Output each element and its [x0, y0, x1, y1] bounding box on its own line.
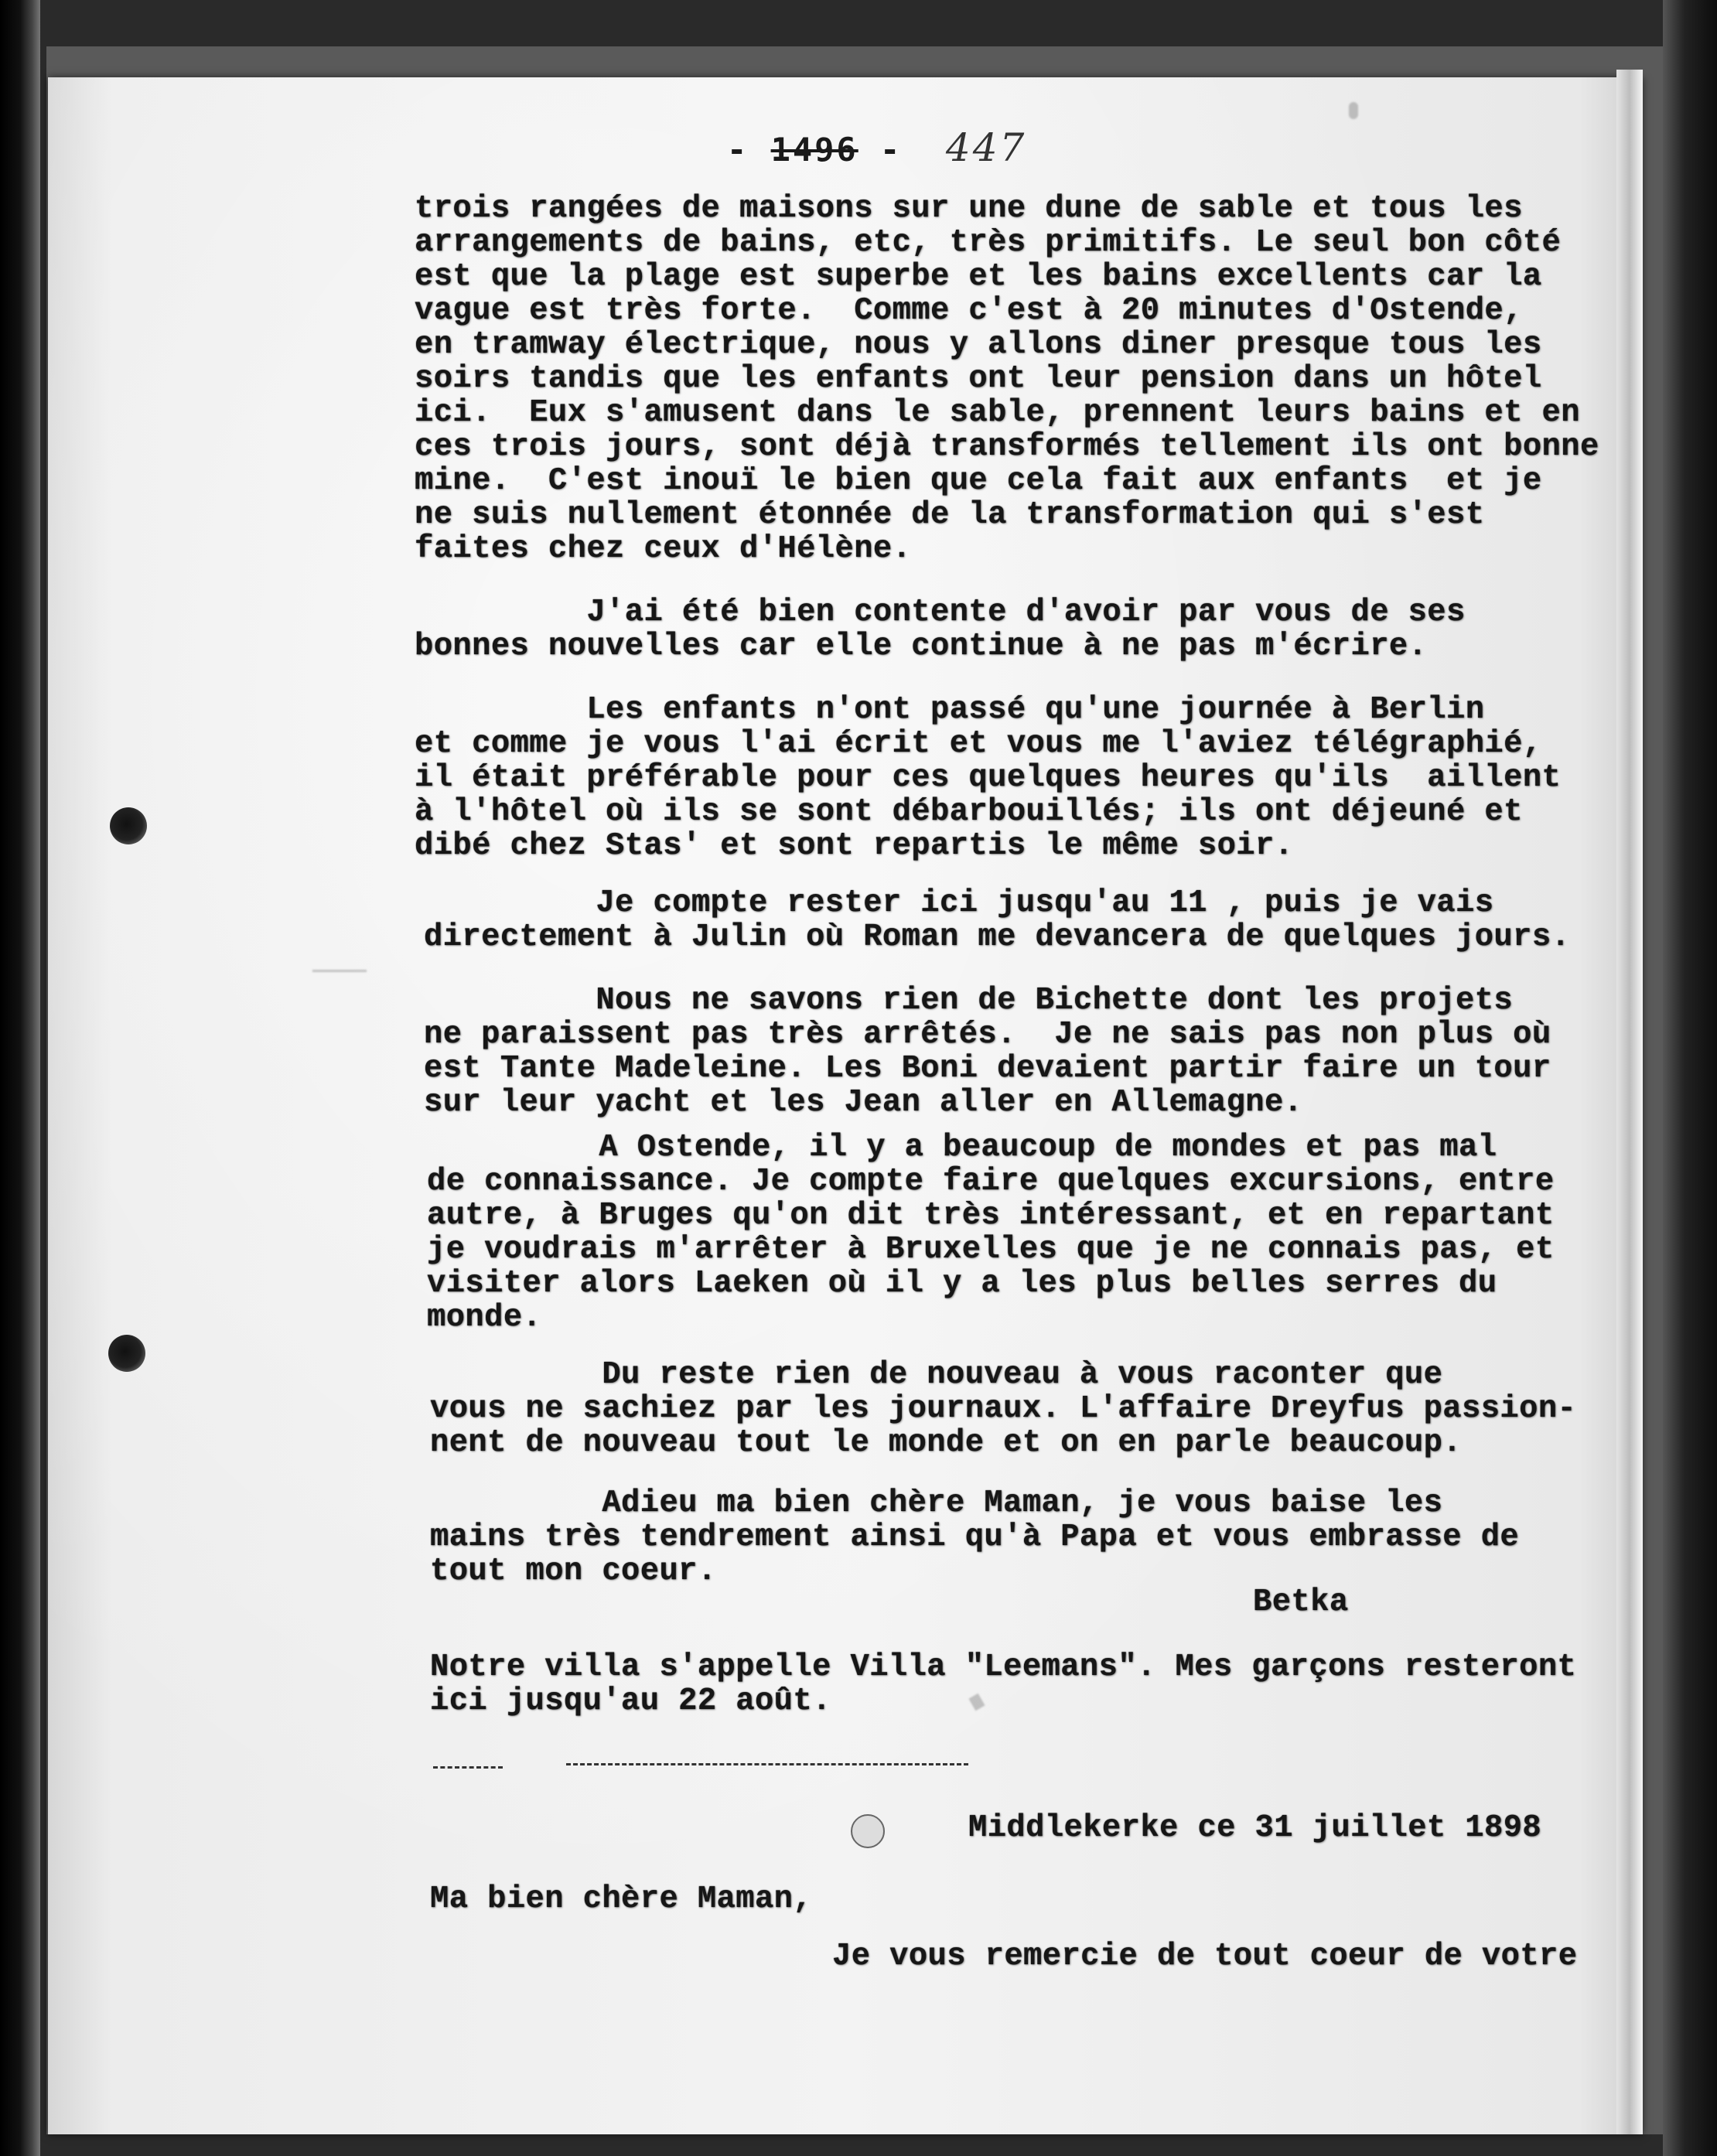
punch-hole-upper — [110, 807, 147, 844]
paper-stack-edge — [1616, 70, 1643, 2134]
text-line: de connaissance. Je compte faire quelques excursions, entre — [427, 1164, 1555, 1199]
text-line: visiter alors Laeken où il y a les plus belles serres du — [427, 1266, 1497, 1301]
text-line: vous ne sachiez par les journaux. L'affaire Dreyfus passion- — [430, 1391, 1577, 1427]
text-line: Notre villa s'appelle Villa "Leemans". Mes garçons resteront — [430, 1649, 1577, 1685]
page-number: - 1496 - 447 — [727, 125, 1027, 170]
text-line: est Tante Madeleine. Les Boni devaient partir faire un tour — [424, 1051, 1551, 1087]
text-line: ces trois jours, sont déjà transformés tellement ils ont bonne — [415, 429, 1599, 465]
binding-edge-left — [0, 0, 40, 2156]
text-line: autre, à Bruges qu'on dit très intéressant, et en repartant — [427, 1198, 1555, 1233]
margin-mark — [312, 970, 367, 972]
text-line: je voudrais m'arrêter à Bruxelles que je ne connais pas, et — [427, 1232, 1555, 1267]
text-line: Adieu ma bien chère Maman, je vous baise les — [430, 1486, 1443, 1521]
text-line: vague est très forte. Comme c'est à 20 minutes d'Ostende, — [415, 293, 1523, 329]
text-line: Du reste rien de nouveau à vous raconter que — [430, 1357, 1443, 1393]
punch-hole-lower — [108, 1335, 145, 1372]
text-line: Nous ne savons rien de Bichette dont les projets — [424, 983, 1514, 1018]
text-line: mains très tendrement ainsi qu'à Papa et vous embrasse de — [430, 1520, 1520, 1555]
text-line: ici jusqu'au 22 août. — [430, 1684, 831, 1719]
text-line: sur leur yacht et les Jean aller en Allemagne. — [424, 1085, 1303, 1121]
place-date: Middlekerke ce 31 juillet 1898 — [968, 1810, 1542, 1846]
text-line: à l'hôtel où ils se sont débarbouillés; ils ont déjeuné et — [415, 794, 1523, 830]
text-line: ne suis nullement étonnée de la transformation qui s'est — [415, 497, 1485, 533]
text-line: directement à Julin où Roman me devancera de quelques jours. — [424, 919, 1571, 955]
text-line: A Ostende, il y a beaucoup de mondes et pas mal — [427, 1130, 1497, 1165]
handwritten-page-number: 447 — [945, 125, 1027, 170]
text-line: faites chez ceux d'Hélène. — [415, 531, 912, 567]
text-line: monde. — [427, 1300, 542, 1336]
text-line: dibé chez Stas' et sont repartis le même soir. — [415, 828, 1294, 864]
salutation: Ma bien chère Maman, — [430, 1881, 813, 1917]
small-circle-mark — [851, 1814, 885, 1848]
text-line: ici. Eux s'amusent dans le sable, prennent leurs bains et en — [415, 395, 1580, 431]
ink-smudge-top — [1349, 102, 1358, 119]
text-line: soirs tandis que les enfants ont leur pension dans un hôtel — [415, 361, 1542, 397]
text-line: mine. C'est inouï le bien que cela fait aux enfants et je — [415, 463, 1542, 499]
text-line: il était préférable pour ces quelques heures qu'ils aillent — [415, 760, 1562, 796]
text-line: ne paraissent pas très arrêtés. Je ne sais pas non plus où — [424, 1017, 1551, 1052]
separator-rule-long — [566, 1763, 968, 1765]
text-line: bonnes nouvelles car elle continue à ne pas m'écrire. — [415, 629, 1428, 664]
text-line: nent de nouveau tout le monde et on en parle beaucoup. — [430, 1425, 1463, 1461]
text-line: et comme je vous l'ai écrit et vous me l'aviez télégraphié, — [415, 726, 1542, 762]
binding-edge-right — [1663, 0, 1717, 2156]
separator-rule-short — [433, 1766, 503, 1769]
text-line: est que la plage est superbe et les bains excellents car la — [415, 259, 1542, 295]
text-line: trois rangées de maisons sur une dune de sable et tous les — [415, 191, 1523, 227]
text-line: tout mon coeur. — [430, 1554, 717, 1589]
struck-page-number: 1496 — [770, 131, 858, 169]
text-line: Les enfants n'ont passé qu'une journée à Berlin — [415, 692, 1485, 728]
text-line: J'ai été bien contente d'avoir par vous de ses — [415, 595, 1466, 630]
text-line: en tramway électrique, nous y allons diner presque tous les — [415, 327, 1542, 363]
text-line: Je vous remercie de tout coeur de votre — [832, 1939, 1578, 1974]
signature: Betka — [1253, 1585, 1349, 1620]
text-line: arrangements de bains, etc, très primitifs. Le seul bon côté — [415, 225, 1562, 261]
text-line: Je compte rester ici jusqu'au 11 , puis je vais — [424, 885, 1494, 921]
